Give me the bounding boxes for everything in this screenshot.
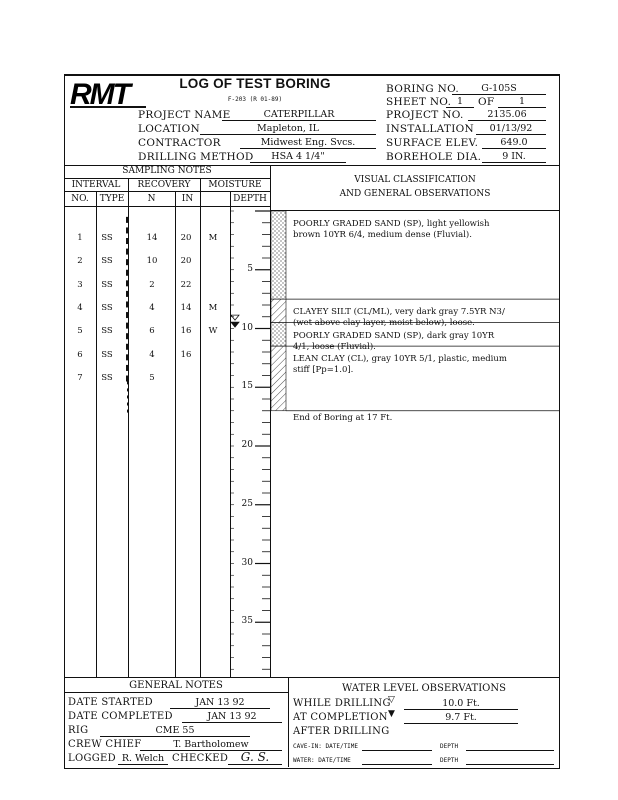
sample-no-cell: 1 xyxy=(77,233,83,243)
sampler-mark xyxy=(127,403,129,406)
sampler-marks xyxy=(126,217,129,413)
cave-in-depth-label: DEPTH xyxy=(440,743,459,750)
sample-n-cell: 4 xyxy=(149,302,155,313)
sampler-mark xyxy=(126,249,129,255)
logo-text: RMT xyxy=(70,78,129,110)
location-value: Mapleton, IL xyxy=(200,123,376,135)
sampler-mark xyxy=(126,365,129,371)
project-name-value: CATERPILLAR xyxy=(222,109,376,121)
sampler-mark xyxy=(126,259,129,265)
n-heading: N xyxy=(147,194,156,204)
sampler-mark xyxy=(126,301,129,307)
project-name-label: PROJECT NAME xyxy=(138,109,231,121)
crew-chief-value: T. Bartholomew xyxy=(140,739,282,751)
contractor-value: Midwest Eng. Svcs. xyxy=(240,137,376,149)
stratum-description: LEAN CLAY (CL), gray 10YR 5/1, plastic, medium xyxy=(293,354,507,365)
sample-n-cell: 5 xyxy=(149,372,155,383)
stratum-description: POORLY GRADED SAND (SP), dark gray 10YR xyxy=(293,330,495,341)
sampler-mark xyxy=(126,323,129,329)
stratum-pattern xyxy=(271,346,286,411)
end-of-boring-note: End of Boring at 17 Ft. xyxy=(293,413,393,423)
page-title: LOG OF TEST BORING xyxy=(179,76,331,91)
boring-no-label: BORING NO. xyxy=(386,83,460,95)
while-drilling-value: 10.0 Ft. xyxy=(404,698,518,710)
stratum-description: 4/1, loose (Fluvial). xyxy=(293,341,376,352)
installation-label: INSTALLATION xyxy=(386,123,475,135)
sample-no-cell: 7 xyxy=(77,372,83,383)
date-started-value: JAN 13 92 xyxy=(170,697,270,709)
recovery-heading: RECOVERY xyxy=(137,180,191,190)
rig-label: RIG xyxy=(68,725,89,736)
sheet-total-value: 1 xyxy=(498,96,546,108)
sampler-mark xyxy=(126,238,129,244)
depth-label: 30 xyxy=(241,557,253,568)
sampler-mark xyxy=(127,395,129,398)
depth-label: 10 xyxy=(241,322,253,333)
water-symbol-icon: ▽ xyxy=(388,695,395,705)
while-drilling-label: WHILE DRILLING xyxy=(293,698,391,709)
sampler-mark xyxy=(126,344,129,350)
sample-no-cell: 4 xyxy=(77,302,83,313)
depth-label: 5 xyxy=(247,263,253,274)
sample-type-cell: SS xyxy=(101,349,113,360)
water-depth-label: DEPTH xyxy=(440,757,459,764)
sampler-mark xyxy=(126,217,129,223)
stratum-description: stiff [Pp=1.0]. xyxy=(293,365,354,376)
boring-no-value: G-105S xyxy=(452,83,546,95)
water-date-label: WATER: DATE/TIME xyxy=(293,757,351,764)
sample-type-cell: SS xyxy=(101,372,113,383)
sample-moisture-cell: M xyxy=(208,233,218,243)
sample-type-cell: SS xyxy=(101,302,113,313)
sheet-no-label: SHEET NO. xyxy=(386,96,452,108)
sample-n-cell: 4 xyxy=(149,349,155,360)
sample-n-cell: 6 xyxy=(149,326,155,337)
project-no-label: PROJECT NO. xyxy=(386,109,464,121)
stratum-pattern xyxy=(271,299,286,323)
sampler-mark xyxy=(126,291,129,297)
sample-type-cell: SS xyxy=(101,279,113,290)
sample-no-cell: 5 xyxy=(77,326,83,337)
sampling-notes-heading: SAMPLING NOTES xyxy=(122,166,212,176)
sampler-mark xyxy=(126,312,129,318)
sample-in-cell: 22 xyxy=(180,279,192,290)
sample-no-cell: 6 xyxy=(77,349,83,360)
moisture-heading: MOISTURE xyxy=(208,180,262,190)
checked-signature: G. S. xyxy=(228,750,282,765)
sample-in-cell: 20 xyxy=(180,256,192,267)
sheet-of-label: OF xyxy=(478,96,495,108)
sample-no-cell: 3 xyxy=(77,279,83,290)
installation-value: 01/13/92 xyxy=(476,123,546,135)
depth-label: 20 xyxy=(241,440,253,450)
at-completion-value: 9.7 Ft. xyxy=(404,712,518,724)
sample-n-cell: 10 xyxy=(146,256,158,267)
surface-elev-label: SURFACE ELEV. xyxy=(386,137,479,149)
rig-value: CME 55 xyxy=(100,725,250,737)
sheet-no-value: 1 xyxy=(446,96,474,108)
logged-value: R. Welch xyxy=(118,753,168,765)
project-no-value: 2135.06 xyxy=(468,109,546,121)
logged-label: LOGGED xyxy=(68,753,116,764)
stratum-pattern xyxy=(271,211,286,299)
in-heading: IN xyxy=(181,194,194,204)
depth-label: 15 xyxy=(241,381,253,392)
date-completed-label: DATE COMPLETED xyxy=(68,711,173,722)
sample-moisture-cell: W xyxy=(208,326,218,337)
contractor-label: CONTRACTOR xyxy=(138,137,221,149)
depth-label: 35 xyxy=(241,616,253,627)
sampler-mark xyxy=(126,333,129,339)
date-started-label: DATE STARTED xyxy=(68,697,153,708)
sampler-mark xyxy=(126,354,129,360)
sampler-mark xyxy=(126,270,129,276)
sampler-mark xyxy=(126,227,129,233)
drilling-method-label: DRILLING METHOD xyxy=(138,151,254,163)
general-observations-heading: AND GENERAL OBSERVATIONS xyxy=(339,189,491,199)
stratum-description: brown 10YR 6/4, medium dense (Fluvial). xyxy=(293,230,472,240)
sample-in-cell: 16 xyxy=(180,326,192,337)
sample-type-cell: SS xyxy=(101,233,113,243)
sample-in-cell: 14 xyxy=(180,302,192,313)
sampler-mark xyxy=(126,280,129,286)
crew-chief-label: CREW CHIEF xyxy=(68,739,142,750)
borehole-dia-label: BOREHOLE DIA. xyxy=(386,151,482,163)
sample-n-cell: 2 xyxy=(149,279,155,290)
checked-label: CHECKED xyxy=(172,753,229,764)
surface-elev-value: 649.0 xyxy=(482,137,546,149)
stratum-description: POORLY GRADED SAND (SP), light yellowish xyxy=(293,219,490,229)
sample-in-cell: 16 xyxy=(180,349,192,360)
stratum-pattern xyxy=(271,323,286,347)
type-heading: TYPE xyxy=(99,194,125,204)
sampler-mark xyxy=(127,410,129,413)
sample-no-cell: 2 xyxy=(77,256,83,267)
sampler-mark xyxy=(127,388,129,391)
interval-heading: INTERVAL xyxy=(71,180,121,190)
form-code: F-203 (R 01-89) xyxy=(227,96,283,103)
sampler-mark xyxy=(127,381,129,384)
after-drilling-label: AFTER DRILLING xyxy=(293,726,390,737)
at-completion-label: AT COMPLETION xyxy=(293,712,388,723)
water-symbol-completion-icon: ▼ xyxy=(388,709,395,719)
cave-in-label: CAVE-IN: DATE/TIME xyxy=(293,743,359,750)
sample-in-cell: 20 xyxy=(180,233,192,243)
visual-classification-heading: VISUAL CLASSIFICATION xyxy=(354,175,476,185)
sample-type-cell: SS xyxy=(101,256,113,267)
water-level-symbol xyxy=(231,315,239,320)
location-label: LOCATION xyxy=(138,123,200,135)
stratum-description: CLAYEY SILT (CL/ML), very dark gray 7.5YR N3/ xyxy=(293,307,505,318)
sampler-mark xyxy=(126,376,129,382)
sample-n-cell: 14 xyxy=(146,233,158,243)
stratum-description: (wet above clay layer, moist below), loose. xyxy=(293,318,475,329)
borehole-dia-value: 9 IN. xyxy=(482,151,546,163)
depth-label: 25 xyxy=(241,498,253,509)
date-completed-value: JAN 13 92 xyxy=(182,711,282,723)
depth-heading: DEPTH xyxy=(233,194,267,204)
no-heading: NO. xyxy=(71,194,89,204)
general-notes-title: GENERAL NOTES xyxy=(129,680,223,691)
water-level-title: WATER LEVEL OBSERVATIONS xyxy=(342,683,506,694)
sample-type-cell: SS xyxy=(101,326,113,337)
drilling-method-value: HSA 4 1/4" xyxy=(250,151,346,163)
sample-moisture-cell: M xyxy=(208,302,218,313)
